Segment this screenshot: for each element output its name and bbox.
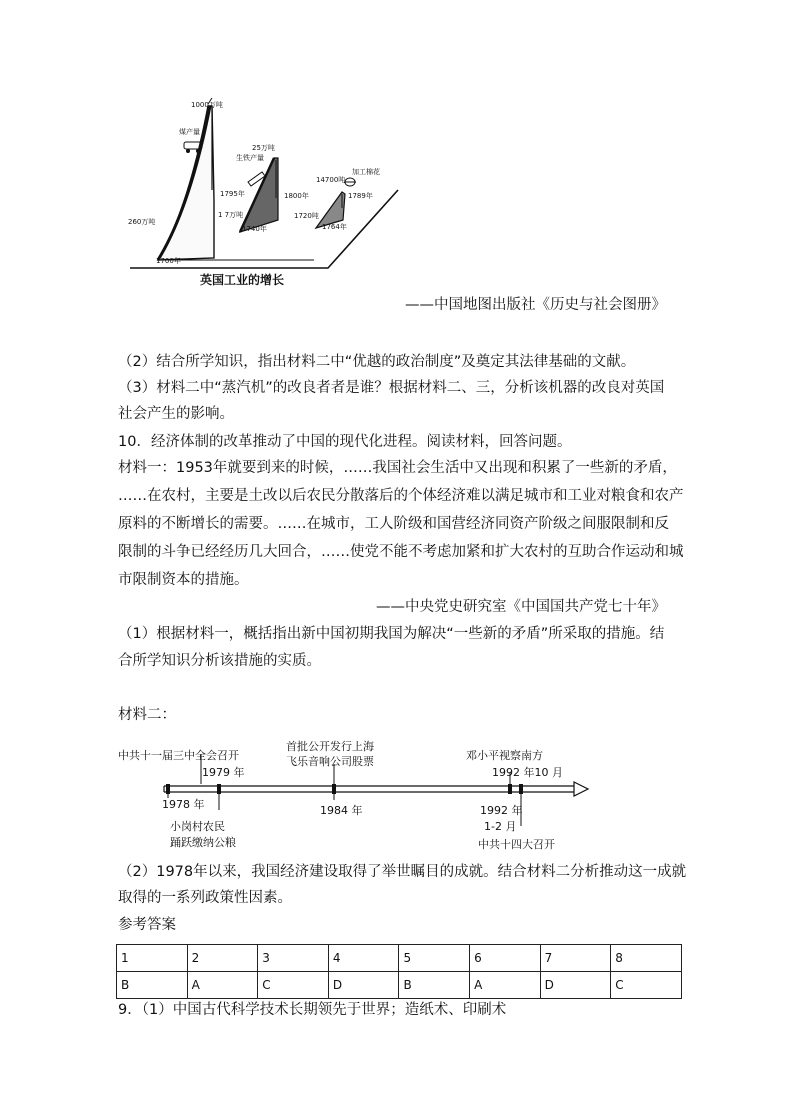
q10-title: 10．经济体制的改革推动了中国的现代化进程。阅读材料，回答问题。	[118, 434, 572, 450]
coal-label: 煤产量	[179, 128, 200, 136]
cotton-start-year: 1764年	[322, 223, 347, 231]
figure-caption: 英国工业的增长	[200, 273, 285, 287]
material2-label: 材料二：	[118, 707, 176, 723]
q9-answer: 9．（1）中国古代科学技术长期领先于世界；造纸术、印刷术	[118, 1002, 507, 1018]
iron-start-year: 1740年	[242, 225, 267, 233]
table-cell: 1	[117, 945, 188, 972]
q10-question1-line: 合所学知识分析该措施的实质。	[118, 653, 321, 669]
marker-1984	[332, 784, 336, 794]
event-third-plenum: 中共十一届三中全会召开	[118, 749, 239, 762]
marker-1992-feb	[508, 784, 512, 794]
q10-question1-line: （1）根据材料一，概括指出新中国初期我国为解决“一些新的矛盾”所采取的措施。结	[118, 626, 665, 642]
iron-bottom-value: 1 7万吨	[218, 211, 244, 219]
material1-line: 限制的斗争已经经历几大回合，……使党不能不考虑加紧和扩大农村的互助合作运动和城	[118, 544, 684, 560]
label-1992-oct: 1992 年10 月	[492, 766, 563, 779]
material1-source: ——中央党史研究室《中国国共产党七十年》	[376, 599, 666, 615]
cotton-bottom-value: 1720吨	[294, 212, 319, 220]
q10-question2-line: （2）1978年以来，我国经济建设取得了举世瞩目的成就。结合材料二分析推动这一成就	[118, 864, 687, 880]
answer-table-row-answers	[117, 972, 682, 999]
table-cell: 7	[540, 945, 611, 972]
coal-bottom-value: 260万吨	[128, 218, 156, 226]
table-cell: 6	[470, 945, 541, 972]
iron-top-value: 25万吨	[252, 144, 275, 152]
table-cell: B	[399, 972, 470, 999]
cotton-label: 加工棉花	[352, 168, 380, 176]
answers-heading: 参考答案	[118, 917, 176, 933]
label-1992: 1992 年	[480, 804, 523, 817]
table-cell: 5	[399, 945, 470, 972]
table-cell: 4	[328, 945, 399, 972]
cotton-top-value: 14700吨	[316, 176, 346, 184]
marker-1992-oct	[519, 784, 523, 794]
event-xiaogang-1: 小岗村农民	[170, 820, 225, 833]
figure-source: ——中国地图出版社《历史与社会图册》	[405, 297, 666, 313]
label-1978: 1978 年	[162, 798, 205, 811]
material1-line: 市限制资本的措施。	[118, 572, 249, 588]
table-cell: D	[540, 972, 611, 999]
event-south-tour: 邓小平视察南方	[466, 749, 543, 762]
table-cell: 3	[258, 945, 329, 972]
material1-line: ……在农村，主要是土改以后农民分散落后的个体经济难以满足城市和工业对粮食和农产	[118, 488, 684, 504]
material1-line: 材料一：1953年就要到来的时候，……我国社会生活中又出现和积累了一些新的矛盾，	[118, 460, 677, 476]
event-xiaogang-2: 踊跃缴纳公粮	[170, 836, 236, 849]
label-1979: 1979 年	[202, 766, 245, 779]
table-cell: A	[470, 972, 541, 999]
label-1984: 1984 年	[320, 804, 363, 817]
iron-end-year: 1800年	[284, 192, 309, 200]
marker-1979	[217, 784, 221, 794]
table-cell: B	[117, 972, 188, 999]
coal-top-value: 1000万吨	[191, 101, 223, 109]
label-1992-months: 1-2 月	[484, 820, 517, 833]
reform-timeline	[118, 734, 598, 852]
cotton-end-year: 1789年	[348, 192, 373, 200]
q9-subquestion-3-cont: 社会产生的影响。	[118, 406, 234, 422]
q9-subquestion-3: （3）材料二中“蒸汽机”的改良者者是谁？根据材料二、三，分析该机器的改良对英国	[118, 380, 665, 396]
cotton-spindle-icon	[344, 178, 356, 186]
marker-1978	[166, 784, 170, 794]
answer-table-row-numbers	[117, 945, 682, 972]
coal-start-year: 1700年	[156, 257, 181, 265]
timeline-arrowhead	[574, 782, 588, 796]
event-stock-2: 飞乐音响公司股票	[286, 755, 374, 768]
answer-table	[116, 944, 682, 999]
q10-question2-line: 取得的一系列政策性因素。	[118, 890, 292, 906]
iron-label: 生铁产量	[236, 154, 264, 162]
industry-growth-figure	[128, 90, 408, 290]
table-cell: 8	[611, 945, 682, 972]
coal-end-year: 1795年	[220, 190, 245, 198]
table-cell: C	[611, 972, 682, 999]
table-cell: A	[187, 972, 258, 999]
event-stock-1: 首批公开发行上海	[286, 740, 374, 753]
q9-subquestion-2: （2）结合所学知识，指出材料二中“优越的政治制度”及奠定其法律基础的文献。	[118, 354, 636, 370]
event-14th-congress: 中共十四大召开	[478, 838, 555, 851]
table-cell: 2	[187, 945, 258, 972]
material1-line: 原料的不断增长的需要。……在城市，工人阶级和国营经济同资产阶级之间服限制和反	[118, 516, 669, 532]
table-cell: D	[328, 972, 399, 999]
table-cell: C	[258, 972, 329, 999]
